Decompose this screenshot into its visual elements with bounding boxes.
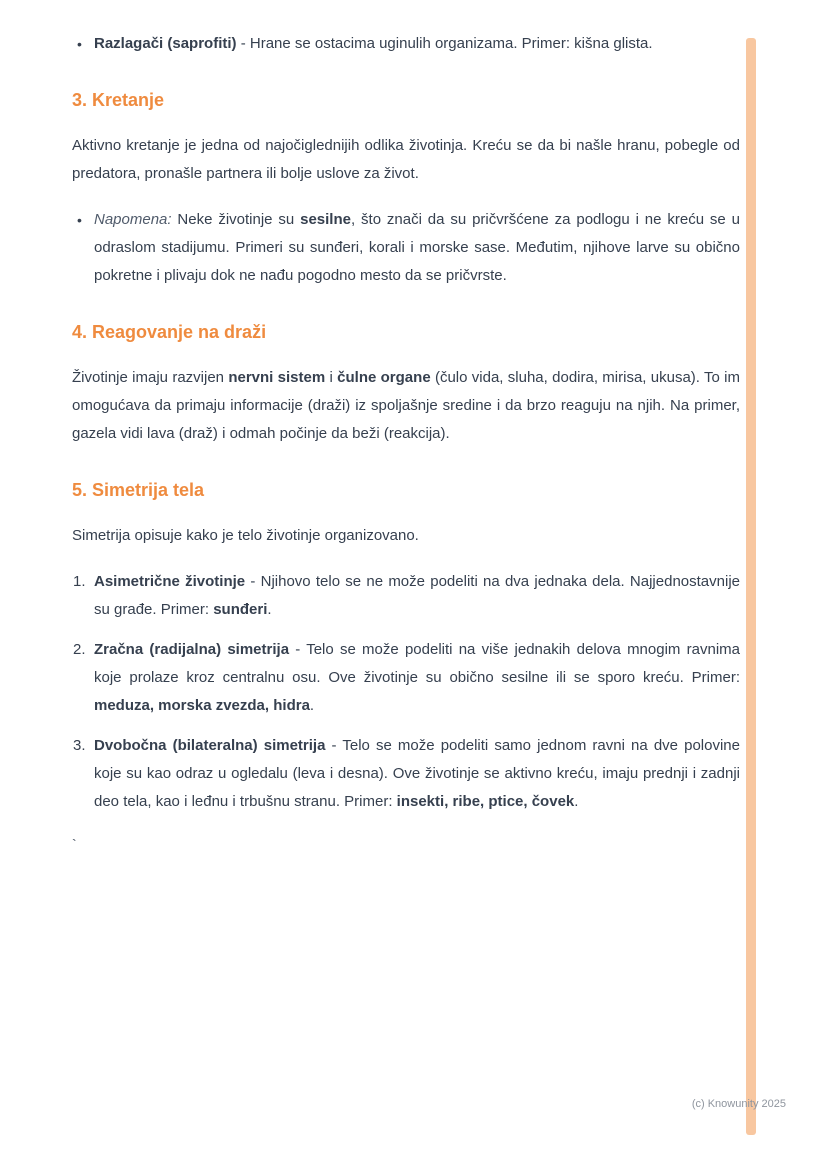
text-run: Asimetrične životinje [94,573,246,590]
item-number: 1. [73,573,86,590]
footer-credit: (c) Knowunity 2025 [691,1098,786,1110]
item-number: 3. [73,737,86,754]
text-run: čulne organe [337,369,431,386]
numbered-item [72,636,740,720]
text-run: nervni sistem [228,369,326,386]
text-run: Zračna (radijalna) simetrija [94,641,290,658]
numbered-item [72,568,740,624]
text-run: sunđeri [213,601,268,618]
section-heading: 4. Reagovanje na draži [72,322,267,342]
text-run: - Telo se može podeliti samo jednom ravni na dve polovine koje su kao odraz u ogledalu (leva i desna). Ove životinje se aktivno kreću, imaju prednji i zadnji deo tela, kao i leđnu i trbušnu stranu. Primer: [94,737,740,810]
text-run: Životinje imaju razvijen [72,369,229,386]
text-run: . [574,793,579,810]
text-run: sesilne [300,211,351,228]
text-run: Napomena: [94,211,172,228]
paragraph [72,522,740,550]
text-run: Dvobočna (bilateralna) simetrija [94,737,326,754]
document-content [72,30,740,858]
section-heading: 3. Kretanje [72,90,165,110]
bullet-item [72,206,740,290]
numbered-item [72,732,740,816]
item-number: 2. [73,641,86,658]
text-run: . [267,601,272,618]
section-heading: 5. Simetrija tela [72,480,205,500]
paragraph [72,364,740,448]
text-run: meduza, morska zvezda, hidra [94,697,310,714]
text-run: i [325,369,338,386]
right-stripe [746,38,756,1135]
text-run: Aktivno kretanje je jedna od najočiglednijih odlika životinja. Kreću se da bi našle hranu, pobegle od predatora, pronašle partnera ili bolje uslove za život. [72,137,740,182]
text-run: - Telo se može podeliti na više jednakih delova mnogim ravnima koje prolaze kroz centralnu osu. Ove životinje su obično sesilne ili se sporo kreću. Primer: [94,641,740,686]
paragraph [72,132,740,188]
bullet-marker-icon: • [77,36,82,52]
stray-character: ` [72,836,77,852]
text-run: Razlagači (saprofiti) [94,35,237,52]
text-run: (čulo vida, sluha, dodira, mirisa, ukusa). To im omogućava da primaju informacije (draži) iz spoljašnje sredine i da brzo reaguju na njih. Na primer, gazela vidi lava (draž) i odmah počinje da beži (reakcija). [72,369,740,442]
bullet-marker-icon: • [77,212,82,228]
text-run: , što znači da su pričvršćene za podlogu i ne kreću se u odraslom stadijumu. Primeri su sunđeri, korali i morske sase. Međutim, njihove larve su obično pokretne i plivaju dok ne nađu pogodno mesto da se pričvrste. [94,211,740,284]
bullet-item [72,30,740,58]
text-run: . [309,697,315,714]
text-run: insekti, ribe, ptice, čovek [396,793,575,810]
text-run: Neke životinje su [171,211,301,228]
text-run: - Njihovo telo se ne može podeliti na dva jednaka dela. Najjednostavnije su građe. Primer: [94,573,740,618]
text-run: Simetrija opisuje kako je telo životinje organizovano. [72,527,419,544]
text-run: - Hrane se ostacima uginulih organizama. Primer: kišna glista. [236,35,653,52]
